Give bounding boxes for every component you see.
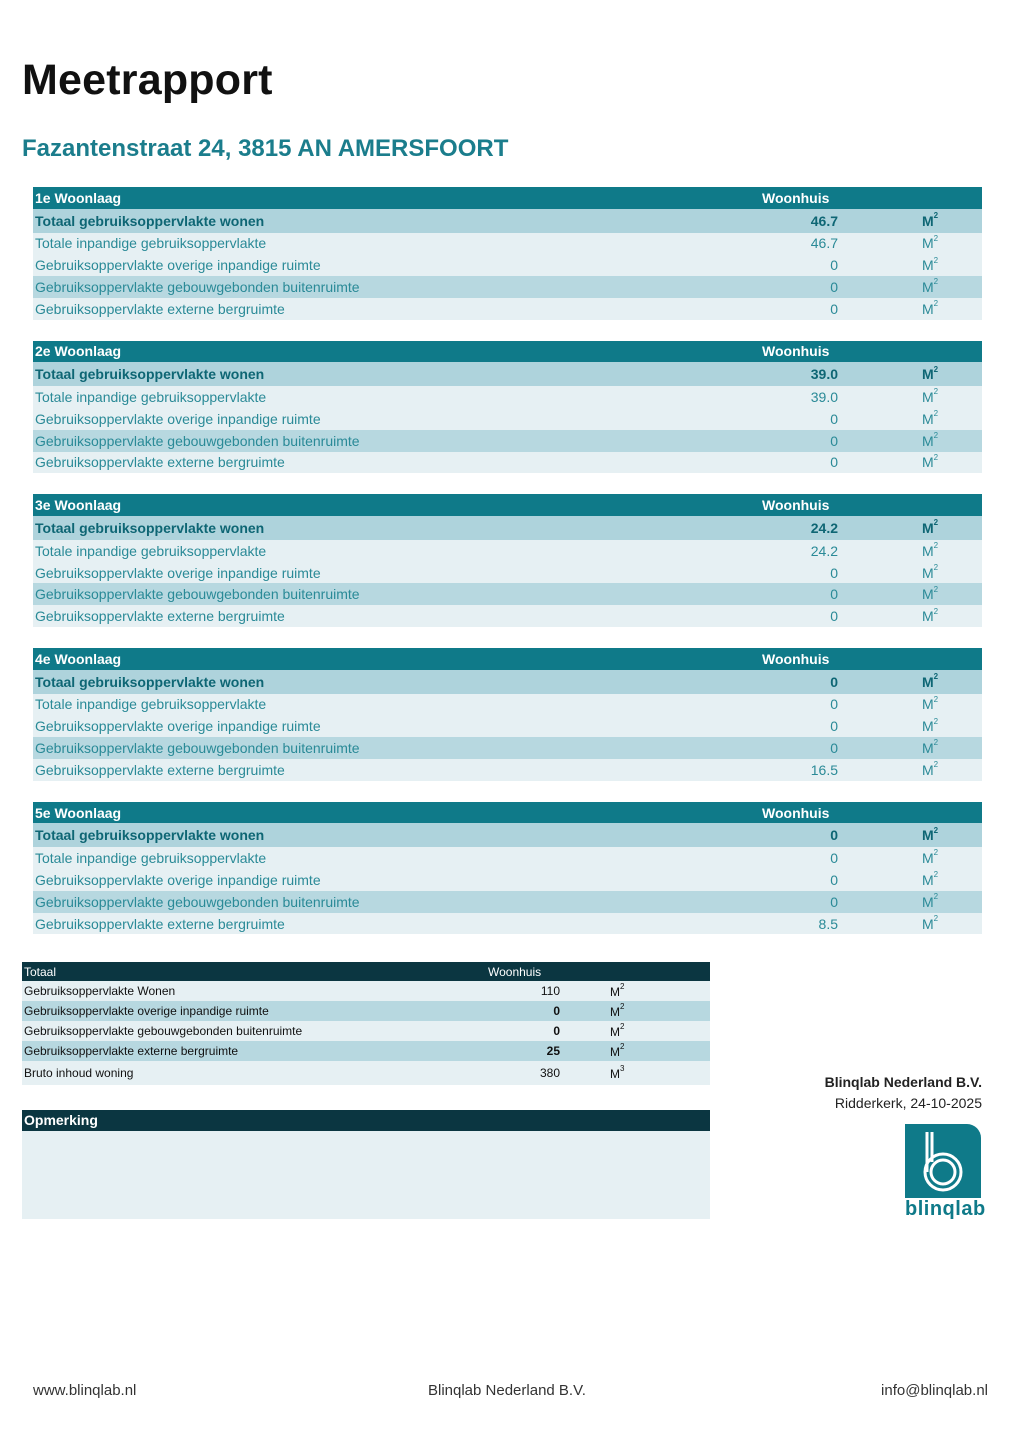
unit-m2: $M^2$ (922, 409, 939, 427)
unit-m2: $M^2$ (922, 518, 939, 536)
unit-m2: $M^2$ (922, 210, 939, 229)
floor-row-label: Gebruiksoppervlakte externe bergruimte (35, 454, 285, 471)
unit-m2: $M^2$ (922, 277, 939, 295)
floor-row (33, 715, 982, 737)
summary-row (22, 1041, 710, 1061)
blinqlab-b-logo-icon (905, 1124, 981, 1198)
floor-row-label: Gebruiksoppervlakte gebouwgebonden buitenruimte (35, 740, 360, 757)
floor-total-value: 39.0 (810, 366, 838, 383)
floor-header (33, 341, 982, 363)
floor-row-label: Totale inpandige gebruiksoppervlakte (35, 389, 267, 406)
summary-row-value: 110 (540, 984, 560, 998)
floor-row (33, 562, 982, 584)
unit-m2: $M^2$ (922, 233, 939, 252)
footer-company: Blinqlab Nederland B.V. (428, 1382, 586, 1399)
floor-total-value: 24.2 (810, 519, 838, 536)
floor-row (33, 276, 982, 298)
summary-row-label: Gebruiksoppervlakte Wonen (24, 984, 176, 998)
floor-column-label: Woonhuis (762, 650, 830, 667)
summary-row (22, 1001, 710, 1021)
floor-row-value: 0 (830, 850, 838, 867)
floor-row-value: 0 (830, 564, 838, 581)
floor-total-value: 46.7 (810, 212, 838, 229)
floor-row-value: 0 (830, 696, 838, 713)
floor-total-label: Totaal gebruiksoppervlakte wonen (35, 673, 265, 690)
floor-row-label: Gebruiksoppervlakte gebouwgebonden buitenruimte (35, 586, 360, 603)
floor-row-value: 0 (830, 586, 838, 603)
floor-row-label: Gebruiksoppervlakte overige inpandige ruimte (35, 410, 321, 427)
floor-total-row (33, 670, 982, 694)
floor-total-row (33, 209, 982, 233)
floor-row-value: 0 (830, 608, 838, 625)
floor-table (33, 341, 982, 474)
floor-column-label: Woonhuis (762, 497, 830, 514)
floor-total-value: 0 (830, 827, 838, 844)
floor-row (33, 737, 982, 759)
footer-website-link[interactable]: www.blinqlab.nl (33, 1382, 137, 1399)
floor-row-value: 0 (830, 278, 838, 295)
place-date: Ridderkerk, 24-10-2025 (834, 1095, 982, 1111)
floor-row-value: 0 (830, 257, 838, 274)
floor-row-value: 0 (830, 410, 838, 427)
unit-m2: $M^2$ (922, 364, 939, 383)
floor-name: 5e Woonlaag (35, 804, 122, 821)
unit-m2: $M^2$ (922, 299, 939, 317)
floor-name: 2e Woonlaag (35, 343, 122, 360)
remark-body (22, 1131, 710, 1219)
floor-row-label: Totale inpandige gebruiksoppervlakte (35, 850, 267, 867)
unit-m2: $M^2$ (922, 671, 939, 690)
summary-title: Totaal (24, 964, 57, 979)
floor-row (33, 913, 982, 935)
unit-m2: $M^2$ (922, 716, 939, 735)
unit-m2: $M^2$ (922, 760, 939, 778)
floor-name: 4e Woonlaag (35, 650, 122, 667)
remark-title: Opmerking (22, 1110, 710, 1131)
floor-row-label: Totale inpandige gebruiksoppervlakte (35, 542, 267, 559)
floor-row-label: Gebruiksoppervlakte externe bergruimte (35, 915, 285, 932)
floor-row (33, 694, 982, 716)
floor-row-value: 8.5 (818, 915, 838, 932)
floor-table (33, 648, 982, 781)
floor-row (33, 430, 982, 452)
summary-row-label: Bruto inhoud woning (24, 1066, 134, 1080)
company-block (825, 1072, 982, 1114)
floor-row-label: Totale inpandige gebruiksoppervlakte (35, 235, 267, 252)
floor-total-label: Totaal gebruiksoppervlakte wonen (35, 366, 265, 383)
summary-row (22, 1061, 710, 1085)
floor-row-value: 46.7 (810, 235, 838, 252)
floor-header (33, 802, 982, 824)
floor-total-label: Totaal gebruiksoppervlakte wonen (35, 827, 265, 844)
floor-row-label: Gebruiksoppervlakte overige inpandige ruimte (35, 257, 321, 274)
unit-m2: $M^2$ (922, 452, 939, 471)
floor-row (33, 254, 982, 276)
floor-total-label: Totaal gebruiksoppervlakte wonen (35, 519, 265, 536)
floor-row-value: 0 (830, 871, 838, 888)
floor-row-value: 0 (830, 893, 838, 910)
floor-row-value: 0 (830, 300, 838, 317)
floor-row-label: Gebruiksoppervlakte overige inpandige ruimte (35, 718, 321, 735)
floor-row-label: Gebruiksoppervlakte externe bergruimte (35, 761, 285, 778)
company-logo (905, 1124, 986, 1221)
floor-row-label: Gebruiksoppervlakte overige inpandige ruimte (35, 871, 321, 888)
floor-row (33, 233, 982, 255)
floor-table (33, 494, 982, 627)
summary-table (22, 962, 710, 1085)
summary-row (22, 1021, 710, 1041)
summary-row-label: Gebruiksoppervlakte externe bergruimte (24, 1044, 239, 1058)
floor-row-value: 16.5 (810, 761, 838, 778)
floor-row-label: Gebruiksoppervlakte externe bergruimte (35, 300, 285, 317)
floor-header (33, 494, 982, 516)
unit-m2: $M^2$ (922, 825, 939, 844)
logo-wordmark: blinqlab (905, 1198, 986, 1220)
floor-column-label: Woonhuis (762, 189, 830, 206)
floor-column-label: Woonhuis (762, 343, 830, 360)
summary-row-value: 25 (546, 1044, 560, 1058)
page-title: Meetrapport (22, 56, 273, 104)
floor-row-value: 0 (830, 454, 838, 471)
floor-row-value: 0 (830, 432, 838, 449)
unit-m2: $M^2$ (922, 870, 939, 888)
unit-m2: $M^2$ (922, 892, 939, 910)
floor-header (33, 187, 982, 209)
summary-row-unit: $M^2$ (610, 981, 625, 999)
summary-row-value: 0 (553, 1004, 560, 1018)
floor-row (33, 540, 982, 562)
floor-column-label: Woonhuis (762, 804, 830, 821)
floor-row-value: 0 (830, 740, 838, 757)
floor-row (33, 759, 982, 781)
floor-row-value: 0 (830, 718, 838, 735)
floor-total-label: Totaal gebruiksoppervlakte wonen (35, 212, 265, 229)
floor-total-row (33, 823, 982, 847)
address-heading: Fazantenstraat 24, 3815 AN AMERSFOORT (22, 135, 509, 162)
floor-table (33, 187, 982, 320)
summary-column-label: Woonhuis (488, 964, 542, 979)
unit-m2: $M^2$ (922, 541, 939, 559)
unit-m2: $M^2$ (922, 913, 939, 932)
remark-box (22, 1110, 710, 1219)
unit-m2: $M^2$ (922, 738, 939, 757)
summary-row-value: 380 (539, 1066, 560, 1080)
floor-row-value: 24.2 (810, 542, 838, 559)
unit-m2: $M^2$ (922, 431, 939, 449)
floor-row-label: Gebruiksoppervlakte gebouwgebonden buitenruimte (35, 893, 360, 910)
floor-row-label: Gebruiksoppervlakte gebouwgebonden buitenruimte (35, 432, 360, 449)
floor-row-label: Totale inpandige gebruiksoppervlakte (35, 696, 267, 713)
unit-m2: $M^2$ (922, 562, 939, 581)
unit-m2: $M^2$ (922, 387, 939, 406)
unit-m2: $M^2$ (922, 848, 939, 867)
floor-row (33, 605, 982, 627)
floor-row-value: 39.0 (810, 389, 838, 406)
floors-section (33, 187, 982, 955)
floor-row (33, 583, 982, 605)
floor-row (33, 452, 982, 474)
floor-row (33, 869, 982, 891)
floor-name: 1e Woonlaag (35, 189, 122, 206)
floor-row-label: Gebruiksoppervlakte overige inpandige ruimte (35, 564, 321, 581)
summary-row-unit: $M^2$ (610, 1001, 625, 1019)
unit-m2: $M^2$ (922, 606, 939, 625)
floor-row (33, 891, 982, 913)
floor-row-label: Gebruiksoppervlakte externe bergruimte (35, 608, 285, 625)
floor-header (33, 648, 982, 670)
floor-row (33, 298, 982, 320)
floor-total-row (33, 362, 982, 386)
floor-name: 3e Woonlaag (35, 497, 122, 514)
floor-row (33, 386, 982, 408)
floor-total-row (33, 516, 982, 540)
unit-m2: $M^2$ (922, 694, 939, 713)
summary-row-label: Gebruiksoppervlakte overige inpandige ruimte (24, 1004, 269, 1018)
summary-row-unit: $M^2$ (610, 1041, 625, 1059)
company-name: Blinqlab Nederland B.V. (824, 1074, 982, 1090)
footer-email-link[interactable]: info@blinqlab.nl (881, 1382, 988, 1399)
floor-row-label: Gebruiksoppervlakte gebouwgebonden buitenruimte (35, 278, 360, 295)
floor-table (33, 802, 982, 935)
floor-total-value: 0 (830, 673, 838, 690)
summary-row-unit: $M^2$ (610, 1021, 625, 1039)
summary-header (22, 962, 710, 981)
unit-m2: $M^2$ (922, 255, 939, 274)
floor-row (33, 408, 982, 430)
summary-row-value: 0 (553, 1024, 560, 1038)
unit-m2: $M^2$ (922, 584, 939, 603)
summary-row (22, 981, 710, 1001)
floor-row (33, 847, 982, 869)
summary-row-unit: $M^3$ (610, 1063, 625, 1081)
summary-row-label: Gebruiksoppervlakte gebouwgebonden buitenruimte (24, 1024, 303, 1038)
